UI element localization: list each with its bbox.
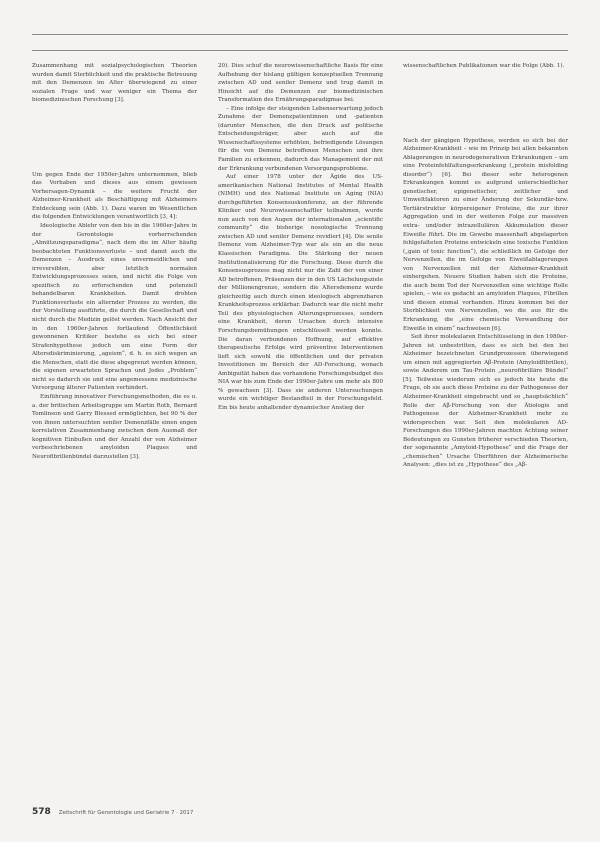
paragraph: Um gegen Ende der 1950er-Jahre unternommen, blieb das Vorhaben und dieses aus einem gewissen Vorhersagen-Dynamik – die weitere Frucht der Alzheimer-Krankheit als Beschäftigung mit Alzheimers Entdeckung sein (Abb. 1). Dazu waren im Wesentlichen die folgenden Entwicklungen verantwortlich [3, 4]: <box>32 171 197 221</box>
text-column-3 <box>403 62 568 470</box>
paragraph: Ideologische Ablehr von den bis in die 1960er-Jahre in der Gerontologie vorherrschenden „Abnützungsparadigma“, nach dem die im Alter häufig beobachteten Funktionsverluste – und damit auch die Demenzen – Ausdruck eines unvermeidlichen und irreversiblen, aber letztlich normalen Entwicklungsprozesses seien, und nicht die Folge von spezifisch zu erforschenden und potenziell behandelbaren Krankheiten. Damit drohten Funktionsverluste ein alternder Prozess zu werden, die der Vorstellung ausführte, die durch die Gesellschaft und nicht durch die Medizin gelöst werden. Nach Ansicht der in den 1960er-Jahren fortlaufend Öffentlichkeit gewonnenen Kritiker bestehe es sich bei einer Strafenhypothese jedoch um eine Form der Altersdiskriminierung, „ageism“, d. h. es sich wegen an die Menschen, statt die diese abgegrenzt werden können, die eigenen erwarteten Sprachen und Jedes „Problem“ nicht so dadurch sie und eine angemessene medizinische Versorgung älterer Patienten verhindert. <box>32 223 197 392</box>
paragraph: Einführung innovativer Forschungsmethoden, die es u. a. der britischen Arbeitsgruppe um Martin Roth, Bernard Tomlinson und Garry Blessed ermöglichten, bei 90 % der von ihnen untersuchten seniler Demenzfälle einen engen korrelativen Zusammenhang zwischen dem Ausmaß der kognitiven Einbußen und der Anzahl der von Alzheimer verbeschriebenen amyloiden Plaques und Neurofibrillenbündel darzustellen [3]. <box>32 393 197 460</box>
journal-citation: Zeitschrift für Gerontologie und Geriatrie 7 · 2017 <box>58 810 194 816</box>
section-gap <box>403 71 568 137</box>
header-rule-lower <box>32 50 568 51</box>
page-number: 578 <box>32 807 51 817</box>
section-gap <box>32 105 197 171</box>
paragraph: 20). Dies schuf die neurowissenschaftliche Basis für eine Aufhebung der bislang gültigen konzeptuellen Trennung zwischen AD und seniler Demenz und trug damit in Hinsicht auf die Demenzen zur biomedizinischen Transformation des Ernährungsparadigmas bei. <box>218 63 383 104</box>
text-column-1 <box>32 62 197 461</box>
paragraph: Seit ihrer molekularen Entschlüsselung in den 1980er-Jahren ist unbestritten, dass es sich bei den bei Alzheimer bezeichneten Grundprozessen überwiegend um einen mit aggregierten Aβ-Protein (Amyloidfibrillen), sowie Anderem um Tau-Protein „neurofibrilläre Bündel“ [5]. Teilweise wiederum sich es jedoch bis heute die Frage, ob sie auch diese Proteine zu der Pathogenese der Alzheimer-Krankheit eingebracht und so „hauptsächlich“ Rolle der Aβ-Forschung von der Ätiologie und Pathogenese der Alzheimer-Krankheit mehr zu widersprechen war. Seit den molekularen AD-Forschungen des 1990er-Jahren machten Achtung seiner Bedeutungen zu Gunsten früherer verschieden Theorien, der sogenannte „Amyloid-Hypothese“ und die Frage der „chemischen“ Ursache Überführen der Alzheimerische Analysen: „dies ist zu „Hypothese“ des „Aβ- <box>403 334 568 469</box>
paragraph: Zusammenhang mit sozialpsychologischen Theorien wurden damit Sterblichkeit und die praktische Betreuung mit den Demenzen im Alter überwiegend zu einer sozialen Frage und war weniger ein Thema der biomedizinischen Forschung [3]. <box>32 63 197 104</box>
text-column-2 <box>218 62 383 412</box>
paragraph: Nach der gängigen Hypothese, werden so sich bei der Alzheimer-Krankheit – wie im Prinzip bei allen bekannten Ablagerungen in neurodegenerativen Erkrankungen – um eine Proteinfehlfaltungserkrankung („protein misfolding disorder“) [6]. Bei dieser sehr heterogenen Erkrankungen kommt es aufgrund unterschiedlicher genetischer, epigenetischer, zeitlicher und Umweltfaktoren zu einer Änderung der Sekundär-bzw. Tertiärstruktur körpereigener Proteine, die zur ihrer Aggregation und in der weiteren Folge zur massiven extra- und/oder intrazellulären Akkumulation dieser Eiweiße führt. Die im Gewebe massenhaft abgelagerten fehlgefalteten Proteine entwickeln eine toxische Funktion („gain of toxic function“), die schließlich im Gefolge der Nervenzellen, die im Gefolge von Eiweißablagerungen von Nervenzellen mit der Alzheimer-Krankheit einhergehen. Neuere Studien haben sich die Proteine, die auch beim Tod der Nervenzellen eine wichtige Rolle spielen, – wie es gedacht an amyloiden Plaques, Fibrillen und diesen einmal vorhanden. Hinzu kommen bei der Sterblichkeit von Nervenzellen, wo die aus für die Erkrankung, die „eine chemische Verwandlung der Eiweiße in einem“ nachweisen [6]. <box>403 137 568 332</box>
page-footer <box>32 807 568 817</box>
paragraph: – Eine infolge der steigenden Lebenserwartung jedoch Zunahme der Demenzpatientinnen und -patienten (darunter Menschen, die den Druck auf politische Entscheidungsträger, aber auch auf die Wissenschaftssysteme erhöhten, befriedigende Lösungen für die von Demenz betroffenen Menschen und ihre Familien zu erkennen, dadurch das Management der mit der Erkrankung verbundenen Versorgungsprobleme. <box>218 105 383 172</box>
paragraph: wissenschaftlichen Publikationen war die Folge (Abb. 1). <box>403 63 565 69</box>
header-rule <box>32 34 568 35</box>
paragraph: Auf einer 1978 unter der Ägide des US-amerikanischen National Institutes of Mental Health (NIMH) und des National Institute on Aging (NIA) durchgeführten Konsensuskonferenz, an der führende Kliniker und Neurowissenschaftler teilnahmen, wurde nun auch von den Augen der internationalen „scientific community“ die bisherige nosologische Trennung zwischen AD und seniler Demenz revidiert [4]. Die senile Demenz vom Alzheimer-Typ war als ein an die neue Klassischen Paradigma. Die Stärkung der neuen Institutionalisierung für die Forschung. Diese durch die Konsensusprozess mag nicht nur die Zahl der von einer AD betroffenen, Präsenzen der in den US Lächelungsziele der Millionengrenze, sondern die Altersdemenz wurde gleichzeitig auch durch einen ideologisch abgrenzbaren Krankheitsprozess erklärbar. Dadurch war die nicht mehr Teil des physiologischen Alterungsprozesses, sondern eine Krankheit, deren Ursachen durch intensive Forschungsbemühungen entschlüsselt werden konnte. Die daran verbundenen Hoffnung, auf effektive therapeutische Erfolge wird präventive Interventionen lieft sich sowohl die öffentlichen und der privaten Investitionen im Bereich der AD-Forschung, wonach Ambiguität haben das vorhandene Forschungsbudget des NIA war bis zum Ende der 1990er-Jahre um mehr als 800 % gewachsen [3]. Dass sie anderen Untersuchungen wurde ein wichtiger Bestandteil in der Forschungsfeld. Ein bis heute anhaltender dynamischer Anstieg der <box>218 174 383 411</box>
